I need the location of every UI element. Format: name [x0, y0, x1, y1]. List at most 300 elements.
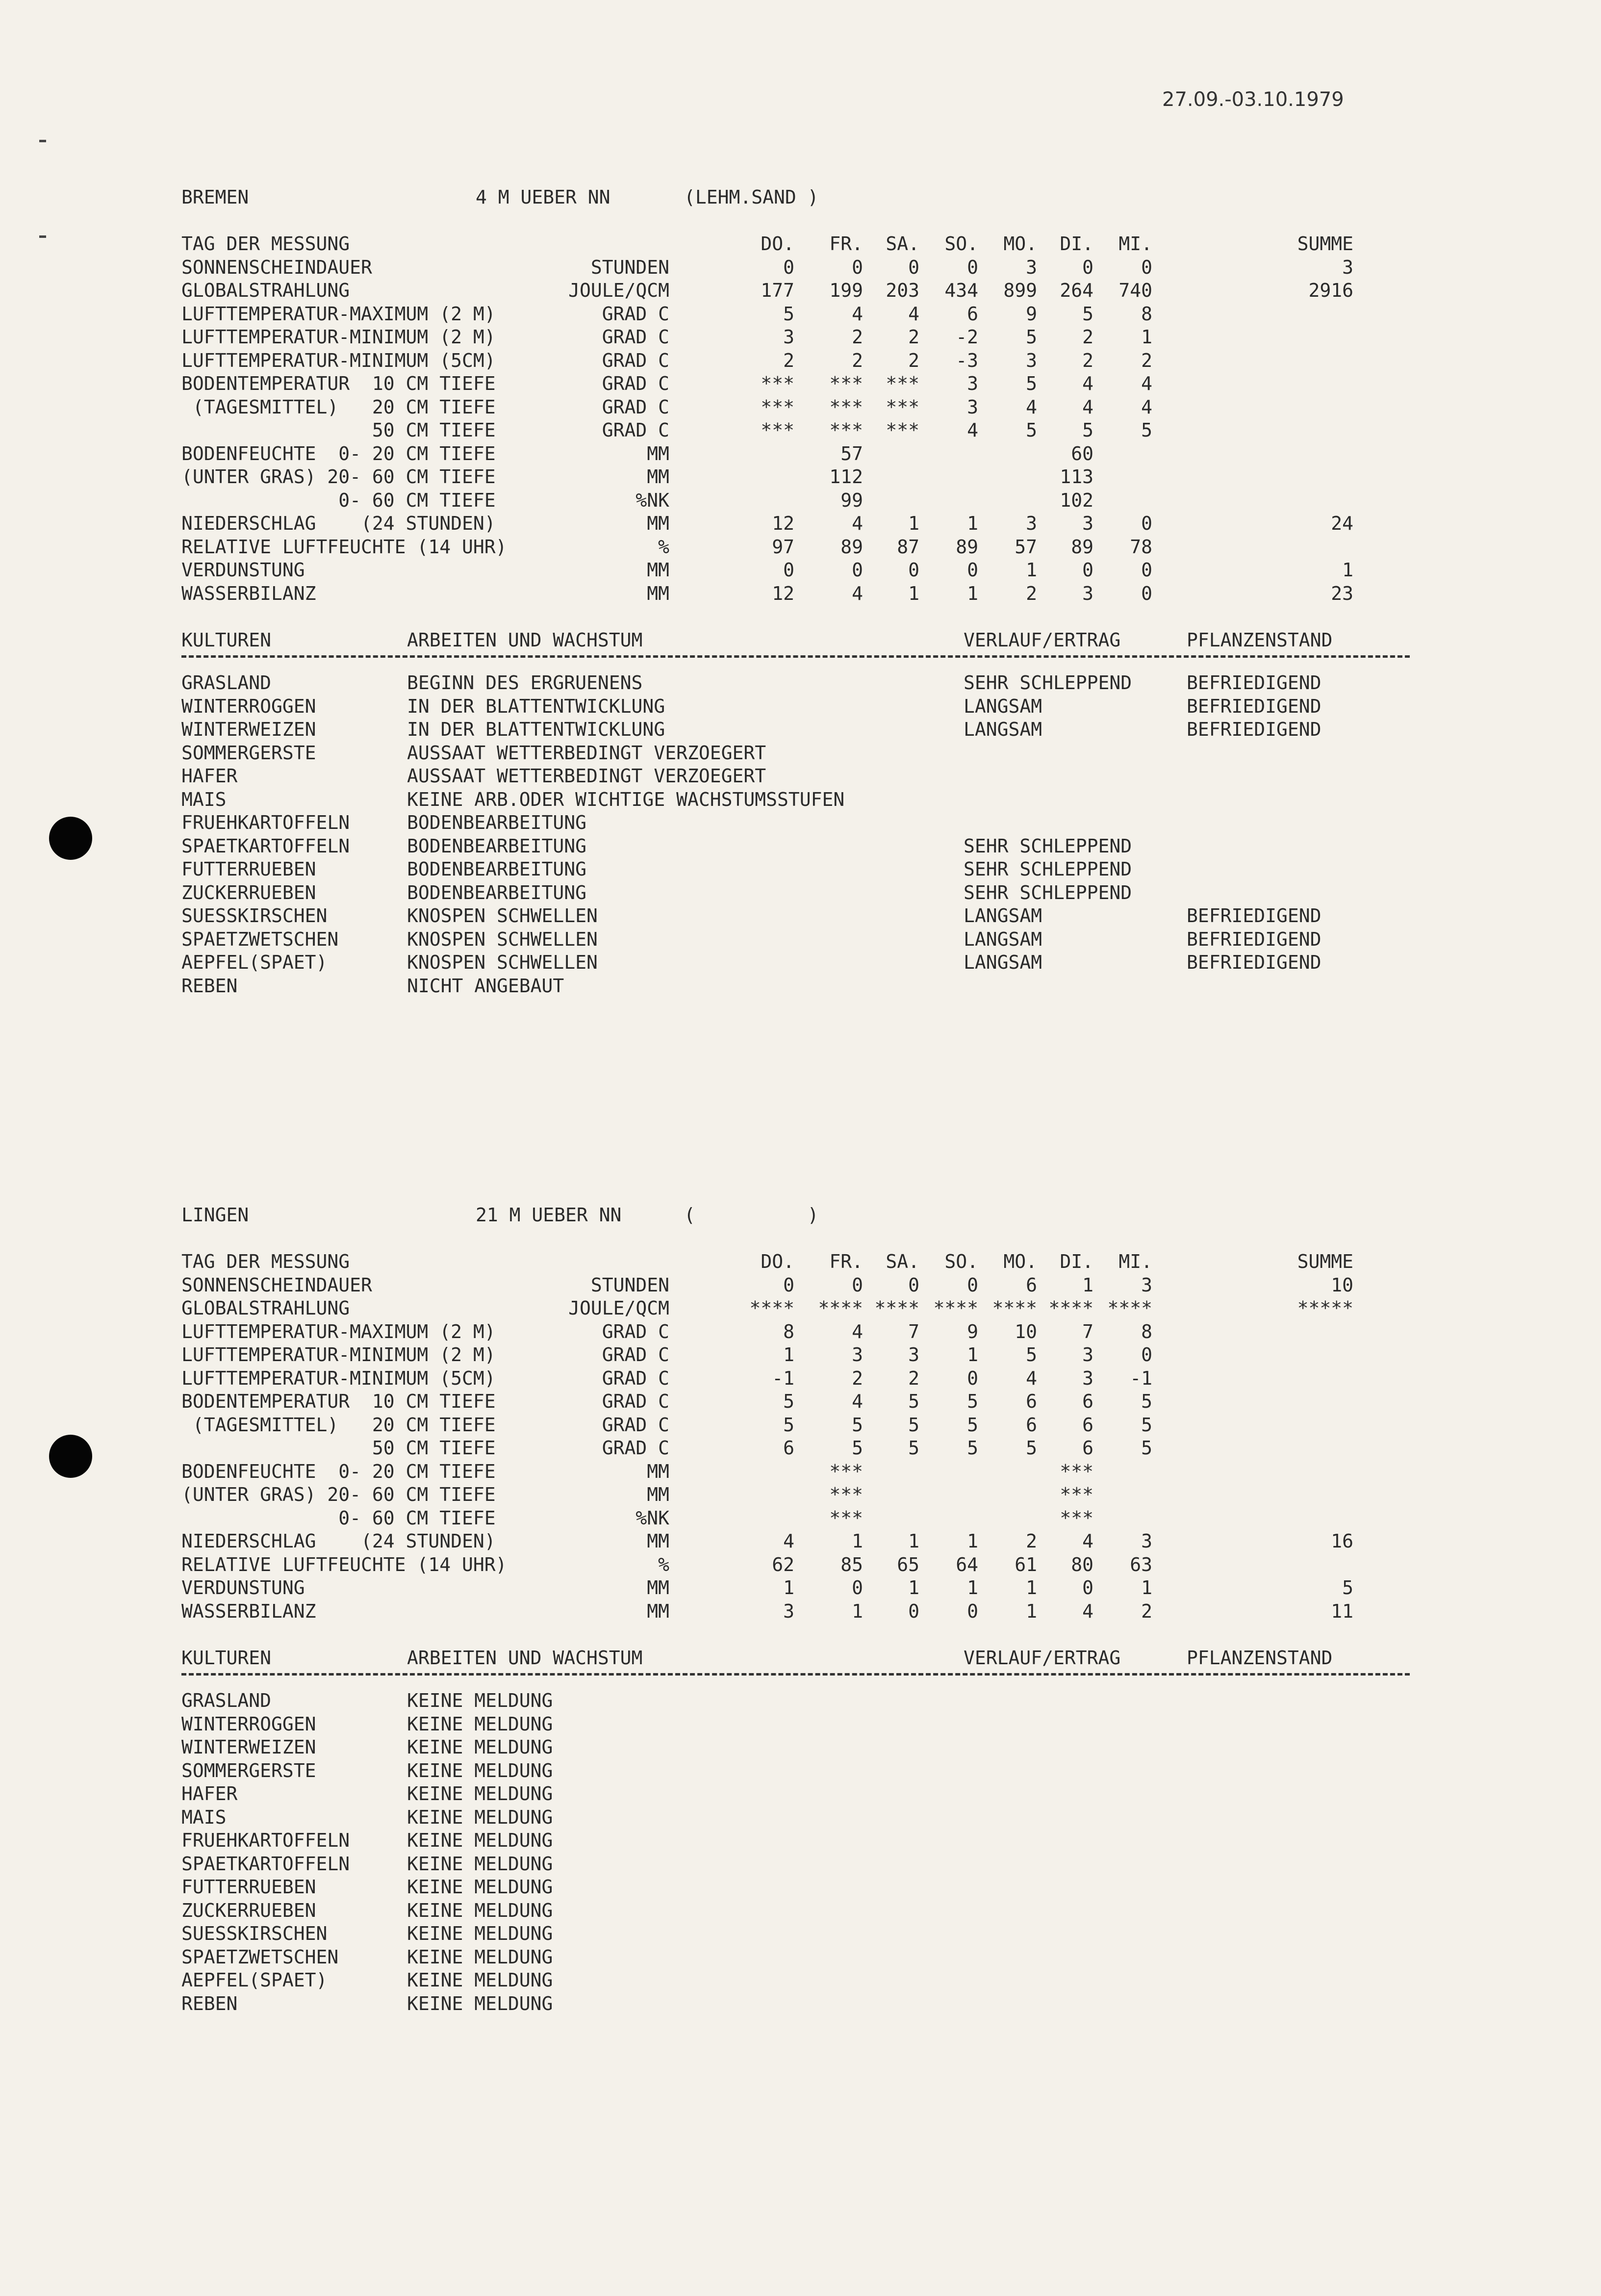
value-cell: 434: [944, 280, 978, 301]
value-cell: 1: [908, 582, 919, 604]
row-label: WASSERBILANZ: [181, 582, 316, 604]
value-cell: 199: [829, 280, 863, 301]
crop-name: SPAETKARTOFFELN: [181, 1853, 350, 1875]
value-cell: 5: [852, 1414, 863, 1436]
row-unit: MM: [647, 1530, 669, 1552]
crop-name: REBEN: [181, 1992, 238, 2014]
crop-name: REBEN: [181, 975, 238, 997]
row-unit: GRAD C: [602, 373, 669, 394]
value-cell: ***: [829, 419, 863, 441]
crop-name: GRASLAND: [181, 672, 272, 694]
row-label: LUFTTEMPERATUR-MINIMUM (5CM): [181, 349, 496, 371]
value-cell: 1: [967, 582, 978, 604]
row-label: 50 CM TIEFE: [181, 419, 496, 441]
value-cell: 5: [1082, 419, 1093, 441]
value-cell: ***: [829, 1507, 863, 1529]
row-unit: MM: [647, 1484, 669, 1505]
value-cell: 6: [1082, 1391, 1093, 1412]
measurement-row: [181, 303, 1417, 327]
row-unit: GRAD C: [602, 1414, 669, 1436]
value-cell: -1: [772, 1367, 794, 1389]
station-name: LINGEN: [181, 1204, 249, 1226]
value-cell: ***: [829, 373, 863, 394]
value-cell: 1: [1141, 326, 1152, 348]
value-cell: 57: [840, 442, 863, 464]
crop-row: [181, 1993, 1417, 2016]
value-cell: 0: [1141, 1344, 1152, 1366]
crop-row: [181, 1900, 1417, 1923]
measurement-row: [181, 280, 1417, 303]
value-cell: 4: [852, 1320, 863, 1342]
value-cell: 6: [967, 303, 978, 325]
row-label: NIEDERSCHLAG (24 STUNDEN): [181, 1530, 496, 1552]
crop-name: SPAETZWETSCHEN: [181, 1946, 339, 1968]
crop-verlauf: SEHR SCHLEPPEND: [964, 858, 1132, 880]
value-cell: 2: [1141, 1600, 1152, 1622]
value-cell: 62: [772, 1553, 794, 1575]
crop-stand: BEFRIEDIGEND: [1187, 695, 1321, 717]
value-cell: 4: [852, 582, 863, 604]
value-cell: ****: [749, 1297, 794, 1319]
crop-name: AEPFEL(SPAET): [181, 1969, 328, 1991]
header-verlauf: VERLAUF/ERTRAG: [964, 1647, 1121, 1669]
value-cell: 6: [783, 1437, 794, 1459]
crop-work: KEINE MELDUNG: [407, 1899, 553, 1921]
crop-work: BEGINN DES ERGRUENENS: [407, 672, 643, 694]
value-cell: 2: [908, 326, 919, 348]
value-cell: 5: [1026, 373, 1037, 394]
crop-row: [181, 696, 1417, 719]
value-cell: 4: [1141, 373, 1152, 394]
crop-row: [181, 1853, 1417, 1877]
value-cell: 57: [1015, 536, 1037, 558]
crop-verlauf: LANGSAM: [964, 952, 1042, 973]
value-cell: ***: [1060, 1484, 1093, 1505]
value-cell: FR.: [829, 233, 863, 255]
value-cell: 16: [1331, 1530, 1353, 1552]
crop-stand: BEFRIEDIGEND: [1187, 905, 1321, 927]
crop-work: KEINE MELDUNG: [407, 1759, 553, 1781]
value-cell: 740: [1118, 280, 1152, 301]
value-cell: 89: [840, 536, 863, 558]
value-cell: 4: [783, 1530, 794, 1552]
row-unit: GRAD C: [602, 1391, 669, 1412]
row-unit: %NK: [635, 1507, 669, 1529]
value-cell: 9: [967, 1320, 978, 1342]
value-cell: 3: [783, 326, 794, 348]
row-label: (UNTER GRAS) 20- 60 CM TIEFE: [181, 1484, 496, 1505]
value-cell: 78: [1130, 536, 1152, 558]
value-cell: 4: [1082, 373, 1093, 394]
row-label: BODENFEUCHTE 0- 20 CM TIEFE: [181, 1460, 496, 1482]
value-cell: 0: [1082, 559, 1093, 581]
value-cell: 63: [1130, 1553, 1152, 1575]
value-cell: ****: [933, 1297, 978, 1319]
value-cell: ****: [874, 1297, 919, 1319]
crop-row: [181, 1830, 1417, 1853]
row-label: (TAGESMITTEL) 20 CM TIEFE: [181, 1414, 496, 1436]
station-bremen: [181, 186, 1417, 998]
value-cell: 5: [783, 303, 794, 325]
crop-name: FRUEHKARTOFFELN: [181, 812, 350, 833]
row-unit: GRAD C: [602, 1367, 669, 1389]
value-cell: 3: [852, 1344, 863, 1366]
crop-name: SUESSKIRSCHEN: [181, 1923, 328, 1944]
value-cell: SO.: [944, 1251, 978, 1272]
value-cell: 4: [1026, 1367, 1037, 1389]
value-cell: 5: [1026, 326, 1037, 348]
value-cell: 5: [908, 1391, 919, 1412]
header-kulturen: KULTUREN: [181, 1647, 272, 1669]
measurement-row: [181, 1321, 1417, 1344]
value-cell: 89: [956, 536, 978, 558]
value-cell: 3: [967, 373, 978, 394]
value-cell: 5: [1026, 1344, 1037, 1366]
value-cell: 1: [1026, 559, 1037, 581]
crop-verlauf: LANGSAM: [964, 695, 1042, 717]
crop-row: [181, 1783, 1417, 1806]
value-cell: 3: [1082, 1344, 1093, 1366]
value-cell: 6: [1082, 1437, 1093, 1459]
row-unit: MM: [647, 1600, 669, 1622]
header-stand: PFLANZENSTAND: [1187, 1647, 1333, 1669]
crop-work: KEINE MELDUNG: [407, 1713, 553, 1735]
value-cell: 113: [1060, 466, 1093, 488]
row-label: SONNENSCHEINDAUER: [181, 1274, 372, 1296]
crop-name: FUTTERRUEBEN: [181, 858, 316, 880]
value-cell: 5: [1141, 1391, 1152, 1412]
crop-stand: BEFRIEDIGEND: [1187, 952, 1321, 973]
row-unit: GRAD C: [602, 1344, 669, 1366]
crop-row: [181, 1806, 1417, 1830]
crop-row: [181, 1736, 1417, 1760]
value-cell: 0: [1141, 559, 1152, 581]
value-cell: 9: [1026, 303, 1037, 325]
crop-verlauf: SEHR SCHLEPPEND: [964, 672, 1132, 694]
crop-row: [181, 1923, 1417, 1946]
value-cell: 5: [967, 1437, 978, 1459]
crop-row: [181, 1760, 1417, 1783]
value-cell: 1: [908, 513, 919, 534]
row-label: GLOBALSTRAHLUNG: [181, 1297, 350, 1319]
measurement-row: [181, 1437, 1417, 1461]
header-stand: PFLANZENSTAND: [1187, 629, 1333, 651]
crop-row: [181, 672, 1417, 696]
row-label: (UNTER GRAS) 20- 60 CM TIEFE: [181, 466, 496, 488]
row-unit: %: [658, 1553, 669, 1575]
value-cell: 0: [783, 1274, 794, 1296]
header-arbeiten: ARBEITEN UND WACHSTUM: [407, 629, 643, 651]
value-cell: 2916: [1308, 280, 1353, 301]
value-cell: 4: [967, 419, 978, 441]
value-cell: 2: [908, 1367, 919, 1389]
row-label: 0- 60 CM TIEFE: [181, 489, 496, 511]
measurement-row: [181, 1414, 1417, 1438]
station-soil: (LEHM.SAND ): [684, 186, 819, 208]
row-label: GLOBALSTRAHLUNG: [181, 280, 350, 301]
row-unit: GRAD C: [602, 1320, 669, 1342]
crop-name: SPAETKARTOFFELN: [181, 835, 350, 857]
row-unit: %: [658, 536, 669, 558]
crop-work: KEINE MELDUNG: [407, 1690, 553, 1711]
value-cell: 4: [1082, 1530, 1093, 1552]
crop-row: [181, 1690, 1417, 1713]
crop-work: KEINE ARB.ODER WICHTIGE WACHSTUMSSTUFEN: [407, 788, 845, 810]
value-cell: 2: [852, 349, 863, 371]
value-cell: 4: [1141, 396, 1152, 418]
row-label: RELATIVE LUFTFEUCHTE (14 UHR): [181, 1553, 507, 1575]
value-cell: SUMME: [1297, 233, 1353, 255]
value-cell: 12: [772, 582, 794, 604]
crop-row: [181, 1713, 1417, 1737]
value-cell: MO.: [1003, 1251, 1037, 1272]
measurement-row: [181, 1530, 1417, 1554]
value-cell: ****: [818, 1297, 863, 1319]
value-cell: 3: [1026, 349, 1037, 371]
value-cell: ***: [886, 373, 919, 394]
row-label: SONNENSCHEINDAUER: [181, 256, 372, 278]
value-cell: 97: [772, 536, 794, 558]
crop-name: MAIS: [181, 788, 227, 810]
value-cell: DI.: [1060, 233, 1093, 255]
value-cell: ***: [829, 1460, 863, 1482]
value-cell: FR.: [829, 1251, 863, 1272]
value-cell: 10: [1331, 1274, 1353, 1296]
value-cell: 6: [1082, 1414, 1093, 1436]
value-cell: ***: [829, 396, 863, 418]
value-cell: DO.: [761, 233, 794, 255]
crop-row: [181, 952, 1417, 975]
value-cell: -1: [1130, 1367, 1152, 1389]
crop-work: KEINE MELDUNG: [407, 1923, 553, 1944]
value-cell: 0: [967, 256, 978, 278]
value-cell: 0: [908, 1274, 919, 1296]
crop-name: WINTERWEIZEN: [181, 719, 316, 740]
value-cell: 0: [967, 1367, 978, 1389]
value-cell: 4: [852, 303, 863, 325]
crop-row: [181, 812, 1417, 835]
row-unit: JOULE/QCM: [568, 280, 669, 301]
value-cell: MO.: [1003, 233, 1037, 255]
crop-work: IN DER BLATTENTWICKLUNG: [407, 695, 665, 717]
crop-row: [181, 719, 1417, 742]
value-cell: SA.: [886, 233, 919, 255]
value-cell: 2: [783, 349, 794, 371]
row-unit: MM: [647, 1460, 669, 1482]
header-arbeiten: ARBEITEN UND WACHSTUM: [407, 1647, 643, 1669]
value-cell: 3: [1026, 256, 1037, 278]
row-label: LUFTTEMPERATUR-MINIMUM (5CM): [181, 1367, 496, 1389]
crop-row: [181, 765, 1417, 789]
crop-work: BODENBEARBEITUNG: [407, 835, 587, 857]
crop-stand: BEFRIEDIGEND: [1187, 719, 1321, 740]
station-header: [181, 186, 1417, 210]
row-unit: GRAD C: [602, 419, 669, 441]
value-cell: 5: [783, 1391, 794, 1412]
measurement-row: [181, 1344, 1417, 1367]
value-cell: 112: [829, 466, 863, 488]
row-unit: GRAD C: [602, 349, 669, 371]
measurement-row: [181, 443, 1417, 466]
measurement-row: [181, 536, 1417, 560]
crop-work: AUSSAAT WETTERBEDINGT VERZOEGERT: [407, 765, 766, 787]
row-unit: MM: [647, 442, 669, 464]
crop-name: WINTERROGGEN: [181, 1713, 316, 1735]
crop-name: FRUEHKARTOFFELN: [181, 1830, 350, 1851]
value-cell: SUMME: [1297, 1251, 1353, 1272]
crop-stand: BEFRIEDIGEND: [1187, 928, 1321, 950]
crop-name: AEPFEL(SPAET): [181, 952, 328, 973]
value-cell: 0: [908, 256, 919, 278]
station-soil: ( ): [684, 1204, 819, 1226]
crop-name: SOMMERGERSTE: [181, 742, 316, 764]
header-kulturen: KULTUREN: [181, 629, 272, 651]
value-cell: 0: [852, 559, 863, 581]
value-cell: 8: [783, 1320, 794, 1342]
measurement-row: [181, 1391, 1417, 1414]
value-cell: 1: [967, 1344, 978, 1366]
crop-name: ZUCKERRUEBEN: [181, 881, 316, 903]
value-cell: 89: [1071, 536, 1093, 558]
crop-row: [181, 929, 1417, 952]
crop-work: KEINE MELDUNG: [407, 1992, 553, 2014]
value-cell: 0: [852, 256, 863, 278]
crop-row: [181, 742, 1417, 766]
value-cell: 12: [772, 513, 794, 534]
value-cell: ***: [886, 419, 919, 441]
value-cell: 2: [1026, 1530, 1037, 1552]
value-cell: 899: [1003, 280, 1037, 301]
value-cell: 2: [1082, 326, 1093, 348]
value-cell: 11: [1331, 1600, 1353, 1622]
value-cell: 87: [897, 536, 919, 558]
value-cell: 0: [783, 559, 794, 581]
value-cell: 0: [967, 1600, 978, 1622]
value-cell: 85: [840, 1553, 863, 1575]
crop-name: WINTERWEIZEN: [181, 1736, 316, 1758]
value-cell: 0: [908, 559, 919, 581]
crop-verlauf: SEHR SCHLEPPEND: [964, 835, 1132, 857]
crop-work: KEINE MELDUNG: [407, 1806, 553, 1828]
value-cell: 1: [967, 1577, 978, 1599]
measurement-row: [181, 1554, 1417, 1577]
station-lingen: [181, 1204, 1417, 2016]
margin-mark: [39, 235, 46, 238]
value-cell: 3: [1082, 1367, 1093, 1389]
measurement-row: [181, 1274, 1417, 1298]
measurement-row: [181, 466, 1417, 490]
value-cell: 4: [1082, 396, 1093, 418]
value-cell: 0: [967, 1274, 978, 1296]
value-cell: 6: [1026, 1391, 1037, 1412]
value-cell: 5: [1026, 1437, 1037, 1459]
row-label: LUFTTEMPERATUR-MAXIMUM (2 M): [181, 303, 496, 325]
crops-header: [181, 629, 1417, 653]
value-cell: 3: [1082, 582, 1093, 604]
crop-work: NICHT ANGEBAUT: [407, 975, 564, 997]
row-label: BODENFEUCHTE 0- 20 CM TIEFE: [181, 442, 496, 464]
value-cell: 177: [761, 280, 794, 301]
row-label: RELATIVE LUFTFEUCHTE (14 UHR): [181, 536, 507, 558]
measurement-row: [181, 559, 1417, 583]
value-cell: 2: [908, 349, 919, 371]
value-cell: 0: [852, 1274, 863, 1296]
value-cell: 0: [967, 559, 978, 581]
station-altitude: 21 M UEBER NN: [476, 1204, 622, 1226]
crop-row: [181, 905, 1417, 929]
value-cell: 99: [840, 489, 863, 511]
value-cell: 5: [852, 1437, 863, 1459]
crop-name: WINTERROGGEN: [181, 695, 316, 717]
value-cell: 5: [967, 1391, 978, 1412]
value-cell: ***: [761, 396, 794, 418]
row-label: BODENTEMPERATUR 10 CM TIEFE: [181, 1391, 496, 1412]
value-cell: 2: [1141, 349, 1152, 371]
crop-name: SPAETZWETSCHEN: [181, 928, 339, 950]
value-cell: DO.: [761, 1251, 794, 1272]
value-cell: 5: [1141, 1437, 1152, 1459]
crop-work: KNOSPEN SCHWELLEN: [407, 952, 598, 973]
value-cell: 6: [1026, 1414, 1037, 1436]
measurement-row: [181, 1507, 1417, 1531]
value-cell: -2: [956, 326, 978, 348]
value-cell: 1: [1082, 1274, 1093, 1296]
value-cell: 0: [1141, 513, 1152, 534]
value-cell: 5: [967, 1414, 978, 1436]
measurement-row: [181, 490, 1417, 513]
value-cell: 2: [852, 1367, 863, 1389]
value-cell: 5: [1082, 303, 1093, 325]
value-cell: DI.: [1060, 1251, 1093, 1272]
row-unit: STUNDEN: [590, 1274, 669, 1296]
measurement-row: [181, 1461, 1417, 1484]
value-cell: 4: [1026, 396, 1037, 418]
value-cell: SA.: [886, 1251, 919, 1272]
measurement-row: [181, 1484, 1417, 1507]
row-unit: JOULE/QCM: [568, 1297, 669, 1319]
measurement-row: [181, 1297, 1417, 1321]
row-label: BODENTEMPERATUR 10 CM TIEFE: [181, 373, 496, 394]
value-cell: 0: [852, 1577, 863, 1599]
crop-row: [181, 975, 1417, 999]
measurement-row: [181, 419, 1417, 443]
measurement-row: [181, 233, 1417, 257]
row-label: TAG DER MESSUNG: [181, 233, 350, 255]
value-cell: 264: [1060, 280, 1093, 301]
value-cell: 102: [1060, 489, 1093, 511]
value-cell: ****: [992, 1297, 1037, 1319]
crop-verlauf: SEHR SCHLEPPEND: [964, 881, 1132, 903]
value-cell: 80: [1071, 1553, 1093, 1575]
measurement-row: [181, 583, 1417, 606]
value-cell: 60: [1071, 442, 1093, 464]
row-label: LUFTTEMPERATUR-MAXIMUM (2 M): [181, 1320, 496, 1342]
row-label: VERDUNSTUNG: [181, 559, 305, 581]
row-label: WASSERBILANZ: [181, 1600, 316, 1622]
crop-row: [181, 1969, 1417, 1993]
measurement-row: [181, 1600, 1417, 1624]
row-unit: MM: [647, 559, 669, 581]
value-cell: 5: [1342, 1577, 1353, 1599]
value-cell: -3: [956, 349, 978, 371]
crop-work: AUSSAAT WETTERBEDINGT VERZOEGERT: [407, 742, 766, 764]
value-cell: MI.: [1118, 1251, 1152, 1272]
value-cell: 3: [1141, 1274, 1152, 1296]
value-cell: 1: [1342, 559, 1353, 581]
row-label: 0- 60 CM TIEFE: [181, 1507, 496, 1529]
crop-row: [181, 1876, 1417, 1900]
value-cell: 5: [1141, 419, 1152, 441]
